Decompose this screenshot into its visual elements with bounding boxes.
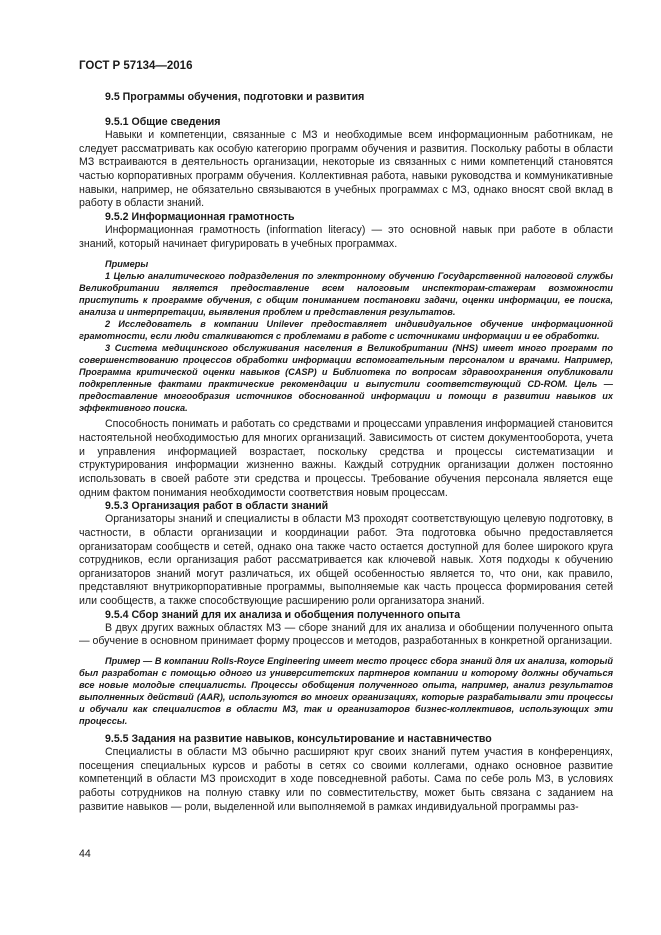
example-item: Пример — В компании Rolls-Royce Engineering имеет место процесс сбора знаний для их анализа, который был разработан с помощью одного из университетских партнеров компании и которому должны обучаться все новые молодые специалисты. Процессы обобщения полученного опыта, например, анализ результатов выполненных действий (AAR), используются во многих организациях, которые разрабатывали эти процессы и обучали как специалистов в области МЗ, так и организаторов бизнес-коллективов, использующих эти процессы. [79,656,613,727]
paragraph: Способность понимать и работать со средствами и процессами управления информацией становится настоятельной необходимостью для многих организаций. Зависимость от систем документооборота, учета и управления информацией возрастает, поскольку средства и процессы систематизации и структурирования информации жизненно важны. Каждый сотрудник организации должен постоянно использовать в своей работе эти средства и процессы. Требование обучения персонала является еще одним фактом понимания необходимости соответствия новым процессам. [79,418,613,499]
paragraph: Организаторы знаний и специалисты в области МЗ проходят соответствующую целевую подготовку, в частности, в области организации и координации работ. Эта подготовка обычно предоставляется организаторам сообществ и сетей, однако она также часто остается доступной для более широкого круга сотрудников, если организация работ рассматривается как ключевой навык. Хотя подходы к обучению организаторов знаний могут различаться, их общей особенностью является то, что они, как правило, представляют внутрикорпоративные программы, выполняемые как часть процесса формирования сетей или сообществ, а также способствующие расширению роли организатора знаний. [79,513,613,608]
examples-title: Примеры [105,259,149,270]
example-item: 2 Исследователь в компании Unilever предоставляет индивидуальное обучение информационной грамотности, если люди сталкиваются с проблемами в работе с источниками информации и ее обработки. [79,319,613,342]
example-block [79,655,613,727]
subsection-title-9-5-4: 9.5.4 Сбор знаний для их анализа и обобщения полученного опыта [105,608,461,621]
page-content [79,91,613,814]
examples-block [79,258,613,414]
document-header: ГОСТ Р 57134—2016 [79,60,193,72]
paragraph: Навыки и компетенции, связанные с МЗ и необходимые всем информационным работникам, не следует рассматривать как особую категорию программ обучения и развития. Поскольку работы в области МЗ встраиваются в деятельность организации, некоторые из связанных с ними компетенций становятся частью корпоративных программ обучения. Коллективная работа, навыки руководства и коммуникативные навыки, например, не обязательно связываются в учебных программах с МЗ, однако вносят свой вклад в работу в области знаний. [79,129,613,210]
subsection-title-9-5-3: 9.5.3 Организация работ в области знаний [105,500,329,513]
example-item: 1 Целью аналитического подразделения по электронному обучению Государственной налоговой службы Великобритании является предоставление всем налоговым инспекторам-стажерам возможности приступить к программе обучения, с общим пониманием постановки задачи, оценки информации, ее поиска, анализа и интерпретации, выявления проблем и представления результатов. [79,271,613,318]
example-item: 3 Система медицинского обслуживания населения в Великобритании (NHS) имеет много программ по совершенствованию процессов обработки информации вспомогательным персоналом и врачами. Например, Программа критической оценки навыков (CASP) и Библиотека по вопросам здравоохранения опубликовали подкрепленные фактами практические рекомендации и выпустили соответствующий CD-ROM. Цель — предоставление многообразия источников обоснованной информации и помощи в развитии навыков их эффективного поиска. [79,343,613,414]
subsection-title-9-5-5: 9.5.5 Задания на развитие навыков, консультирование и наставничество [105,733,492,746]
paragraph: В двух других важных областях МЗ — сборе знаний для их анализа и обобщении полученного опыта — обучение в основном принимает форму процессов и методов, разработанных в конкретной организации. [79,621,613,648]
page-number: 44 [79,848,91,860]
subsection-title-9-5-2: 9.5.2 Информационная грамотность [105,210,295,223]
subsection-title-9-5-1: 9.5.1 Общие сведения [105,116,221,128]
section-title: 9.5 Программы обучения, подготовки и развития [105,91,365,103]
paragraph: Информационная грамотность (information literacy) — это основной навык при работе в области знаний, который начинает фигурировать в учебных программах. [79,223,613,250]
paragraph: Специалисты в области МЗ обычно расширяют круг своих знаний путем участия в конференциях, посещения специальных курсов и работы в сетях со своими коллегами, однако основное развитие компетенций в области МЗ происходит в ходе повседневной работы. Сама по себе роль МЗ, в условиях работы сотрудников на полную ставку или по совместительству, может быть связана с заданием на развитие навыков — роли, выделенной или выполняемой в рамках индивидуальной программы раз- [79,746,613,813]
